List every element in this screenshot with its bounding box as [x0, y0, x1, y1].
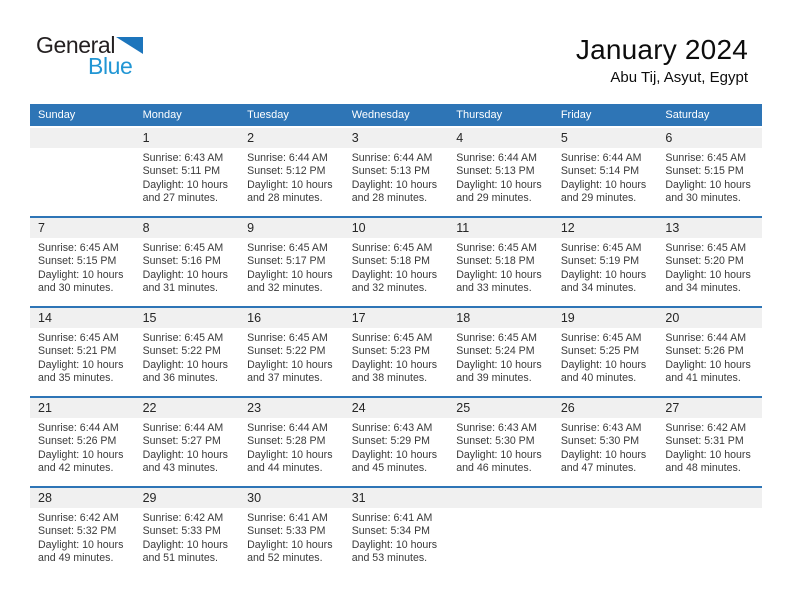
day-number-band — [239, 308, 344, 328]
day-number: 7 — [38, 221, 45, 235]
daylight-text-line2: and 32 minutes. — [247, 282, 323, 295]
day-number-band — [239, 488, 344, 508]
location-subtitle: Abu Tij, Asyut, Egypt — [610, 69, 748, 87]
day-number-band — [239, 128, 344, 148]
day-details — [344, 238, 449, 296]
daylight-text-line1: Daylight: 10 hours — [142, 268, 228, 281]
sunset-text: Sunset: 5:22 PM — [142, 345, 221, 358]
weekday-header-monday: Monday — [135, 104, 240, 127]
sunrise-text: Sunrise: 6:45 AM — [142, 332, 224, 344]
sunrise-text: Sunrise: 6:45 AM — [560, 332, 642, 344]
week-row — [30, 487, 762, 577]
empty-day-cell — [448, 487, 553, 577]
day-number-band — [553, 488, 658, 508]
daylight-text-line1: Daylight: 10 hours — [456, 178, 542, 191]
daylight-text-line1: Daylight: 10 hours — [665, 358, 751, 371]
daylight-text-line1: Daylight: 10 hours — [456, 268, 542, 281]
daylight-text-line1: Daylight: 10 hours — [560, 268, 647, 281]
daylight-text-line2: and 49 minutes. — [38, 552, 114, 565]
day-details — [30, 238, 135, 296]
sunset-text: Sunset: 5:30 PM — [456, 435, 535, 448]
sunset-text: Sunset: 5:23 PM — [351, 345, 431, 358]
day-cell — [553, 217, 658, 307]
sunset-text: Sunset: 5:26 PM — [665, 345, 744, 358]
daylight-text-line1: Daylight: 10 hours — [38, 358, 124, 371]
day-details — [239, 238, 344, 296]
day-number: 17 — [351, 311, 366, 325]
sunset-text: Sunset: 5:14 PM — [560, 165, 640, 178]
weekday-header-friday: Friday — [553, 104, 658, 127]
sunset-text: Sunset: 5:18 PM — [456, 255, 535, 268]
daylight-text-line1: Daylight: 10 hours — [142, 538, 228, 551]
day-number: 31 — [351, 491, 366, 505]
weekday-header-row — [30, 104, 762, 127]
day-details — [553, 148, 658, 206]
day-details — [657, 328, 762, 386]
day-details — [344, 148, 449, 206]
sunset-text: Sunset: 5:34 PM — [351, 525, 431, 538]
daylight-text-line2: and 51 minutes. — [142, 552, 218, 565]
day-cell — [344, 127, 449, 217]
daylight-text-line2: and 41 minutes. — [665, 372, 741, 385]
day-details — [30, 328, 135, 386]
sunrise-text: Sunrise: 6:44 AM — [247, 422, 328, 434]
day-details — [239, 418, 344, 476]
day-cell — [657, 397, 762, 487]
day-cell — [344, 487, 449, 577]
daylight-text-line1: Daylight: 10 hours — [351, 178, 438, 191]
day-number-band — [657, 488, 762, 508]
daylight-text-line2: and 37 minutes. — [247, 372, 323, 385]
day-details — [135, 328, 240, 386]
sunset-text: Sunset: 5:31 PM — [665, 435, 744, 448]
title-block — [576, 34, 748, 86]
daylight-text-line2: and 35 minutes. — [38, 372, 114, 385]
day-number-band — [135, 218, 240, 238]
daylight-text-line2: and 40 minutes. — [560, 372, 637, 385]
sunset-text: Sunset: 5:30 PM — [560, 435, 640, 448]
sunrise-text: Sunrise: 6:45 AM — [247, 242, 328, 254]
sunrise-text: Sunrise: 6:43 AM — [142, 152, 224, 164]
daylight-text-line2: and 36 minutes. — [142, 372, 218, 385]
day-cell — [135, 397, 240, 487]
day-number: 24 — [351, 401, 366, 415]
day-details — [448, 418, 553, 476]
day-number-band — [30, 308, 135, 328]
sunrise-text: Sunrise: 6:43 AM — [456, 422, 537, 434]
sunset-text: Sunset: 5:18 PM — [351, 255, 431, 268]
day-details — [657, 148, 762, 206]
sunset-text: Sunset: 5:12 PM — [247, 165, 326, 178]
daylight-text-line2: and 28 minutes. — [351, 192, 428, 205]
daylight-text-line1: Daylight: 10 hours — [351, 358, 438, 371]
sunset-text: Sunset: 5:16 PM — [142, 255, 221, 268]
sunrise-text: Sunrise: 6:44 AM — [560, 152, 642, 164]
day-number: 28 — [38, 491, 52, 505]
day-number-band — [657, 398, 762, 418]
day-details — [344, 508, 449, 566]
sunset-text: Sunset: 5:21 PM — [38, 345, 117, 358]
day-details — [239, 508, 344, 566]
logo-text-general: General — [36, 32, 116, 58]
daylight-text-line1: Daylight: 10 hours — [351, 538, 438, 551]
day-number-band — [553, 128, 658, 148]
week-row — [30, 217, 762, 307]
day-details — [30, 508, 135, 566]
sunset-text: Sunset: 5:33 PM — [247, 525, 326, 538]
daylight-text-line1: Daylight: 10 hours — [38, 268, 124, 281]
day-number-band — [448, 398, 553, 418]
sunrise-text: Sunrise: 6:45 AM — [456, 332, 537, 344]
day-cell — [344, 307, 449, 397]
empty-day-cell — [553, 487, 658, 577]
sunrise-text: Sunrise: 6:44 AM — [351, 152, 433, 164]
daylight-text-line1: Daylight: 10 hours — [247, 358, 333, 371]
sunrise-text: Sunrise: 6:44 AM — [456, 152, 537, 164]
logo-text-blue: Blue — [88, 53, 133, 79]
day-number-band — [657, 308, 762, 328]
sunrise-text: Sunrise: 6:43 AM — [560, 422, 642, 434]
day-number: 16 — [247, 311, 262, 325]
daylight-text-line2: and 30 minutes. — [38, 282, 114, 295]
day-number-band — [553, 398, 658, 418]
daylight-text-line1: Daylight: 10 hours — [38, 538, 124, 551]
top-bar — [0, 0, 792, 104]
week-row — [30, 127, 762, 217]
sunset-text: Sunset: 5:11 PM — [142, 165, 221, 178]
daylight-text-line1: Daylight: 10 hours — [456, 358, 542, 371]
week-row — [30, 397, 762, 487]
day-cell — [239, 127, 344, 217]
day-cell — [135, 307, 240, 397]
day-number: 27 — [665, 401, 680, 415]
day-number: 2 — [247, 131, 255, 145]
sunset-text: Sunset: 5:22 PM — [247, 345, 326, 358]
day-number: 3 — [351, 131, 359, 145]
daylight-text-line2: and 46 minutes. — [456, 462, 532, 475]
sunrise-text: Sunrise: 6:44 AM — [247, 152, 328, 164]
sunset-text: Sunset: 5:19 PM — [560, 255, 640, 268]
daylight-text-line2: and 53 minutes. — [351, 552, 428, 565]
day-number: 21 — [38, 401, 52, 415]
day-number-band — [30, 128, 135, 148]
daylight-text-line2: and 33 minutes. — [456, 282, 532, 295]
daylight-text-line1: Daylight: 10 hours — [456, 448, 542, 461]
day-cell — [30, 307, 135, 397]
day-cell — [30, 487, 135, 577]
sunset-text: Sunset: 5:33 PM — [142, 525, 221, 538]
sunrise-text: Sunrise: 6:45 AM — [38, 242, 119, 254]
weekday-header-wednesday: Wednesday — [344, 104, 449, 127]
day-details — [239, 328, 344, 386]
sunrise-text: Sunrise: 6:45 AM — [665, 152, 747, 164]
day-cell — [657, 127, 762, 217]
weekday-header-sunday: Sunday — [30, 104, 135, 127]
day-details — [448, 238, 553, 296]
day-number-band — [344, 308, 449, 328]
sunset-text: Sunset: 5:29 PM — [351, 435, 431, 448]
daylight-text-line1: Daylight: 10 hours — [665, 268, 751, 281]
day-number: 22 — [142, 401, 157, 415]
daylight-text-line2: and 44 minutes. — [247, 462, 323, 475]
day-cell — [30, 397, 135, 487]
week-row — [30, 307, 762, 397]
daylight-text-line1: Daylight: 10 hours — [560, 448, 647, 461]
day-number: 15 — [142, 311, 157, 325]
daylight-text-line1: Daylight: 10 hours — [351, 268, 438, 281]
day-details — [553, 418, 658, 476]
sunrise-text: Sunrise: 6:42 AM — [142, 512, 224, 524]
day-number: 9 — [247, 221, 255, 235]
daylight-text-line1: Daylight: 10 hours — [247, 448, 333, 461]
daylight-text-line1: Daylight: 10 hours — [560, 178, 647, 191]
weekday-header-thursday: Thursday — [448, 104, 553, 127]
daylight-text-line1: Daylight: 10 hours — [665, 448, 751, 461]
day-number: 5 — [560, 131, 568, 145]
day-number: 25 — [456, 401, 471, 415]
day-details — [448, 148, 553, 206]
weekday-header-tuesday: Tuesday — [239, 104, 344, 127]
sunset-text: Sunset: 5:17 PM — [247, 255, 326, 268]
sunset-text: Sunset: 5:20 PM — [665, 255, 744, 268]
day-cell — [553, 397, 658, 487]
day-number-band — [135, 398, 240, 418]
day-number-band — [239, 398, 344, 418]
day-details — [135, 508, 240, 566]
sunset-text: Sunset: 5:13 PM — [351, 165, 431, 178]
daylight-text-line1: Daylight: 10 hours — [560, 358, 647, 371]
sunrise-text: Sunrise: 6:41 AM — [247, 512, 328, 524]
day-cell — [657, 217, 762, 307]
daylight-text-line2: and 32 minutes. — [351, 282, 428, 295]
sunset-text: Sunset: 5:24 PM — [456, 345, 535, 358]
daylight-text-line2: and 38 minutes. — [351, 372, 428, 385]
day-number: 6 — [665, 131, 673, 145]
daylight-text-line1: Daylight: 10 hours — [665, 178, 751, 191]
day-details — [553, 328, 658, 386]
day-number: 23 — [247, 401, 262, 415]
day-number-band — [657, 128, 762, 148]
sunrise-text: Sunrise: 6:45 AM — [456, 242, 537, 254]
day-number: 13 — [665, 221, 680, 235]
day-number-band — [135, 128, 240, 148]
empty-day-cell — [30, 127, 135, 217]
daylight-text-line2: and 27 minutes. — [142, 192, 218, 205]
sunrise-text: Sunrise: 6:45 AM — [665, 242, 747, 254]
day-details — [553, 238, 658, 296]
daylight-text-line1: Daylight: 10 hours — [142, 358, 228, 371]
day-details — [135, 418, 240, 476]
sunset-text: Sunset: 5:15 PM — [38, 255, 117, 268]
day-number: 4 — [456, 131, 464, 145]
daylight-text-line2: and 28 minutes. — [247, 192, 323, 205]
day-cell — [239, 217, 344, 307]
sunrise-text: Sunrise: 6:41 AM — [351, 512, 433, 524]
day-details — [344, 328, 449, 386]
daylight-text-line1: Daylight: 10 hours — [142, 178, 228, 191]
day-cell — [344, 397, 449, 487]
day-number-band — [448, 218, 553, 238]
day-details — [239, 148, 344, 206]
day-number: 8 — [142, 221, 150, 235]
sunrise-text: Sunrise: 6:44 AM — [142, 422, 224, 434]
day-number-band — [448, 128, 553, 148]
day-number-band — [344, 218, 449, 238]
general-blue-logo — [36, 34, 143, 78]
sunset-text: Sunset: 5:13 PM — [456, 165, 535, 178]
sunrise-text: Sunrise: 6:42 AM — [665, 422, 747, 434]
day-cell — [239, 487, 344, 577]
day-number: 1 — [142, 131, 150, 145]
day-number-band — [448, 308, 553, 328]
day-number-band — [239, 218, 344, 238]
sunset-text: Sunset: 5:32 PM — [38, 525, 117, 538]
day-cell — [135, 127, 240, 217]
daylight-text-line1: Daylight: 10 hours — [142, 448, 228, 461]
page-title: January 2024 — [575, 34, 748, 65]
day-number: 20 — [665, 311, 680, 325]
daylight-text-line2: and 39 minutes. — [456, 372, 532, 385]
daylight-text-line2: and 34 minutes. — [560, 282, 637, 295]
day-details — [448, 328, 553, 386]
day-number: 29 — [142, 491, 157, 505]
day-cell — [553, 307, 658, 397]
sunrise-text: Sunrise: 6:45 AM — [38, 332, 119, 344]
day-details — [657, 418, 762, 476]
day-number-band — [657, 218, 762, 238]
day-cell — [448, 217, 553, 307]
day-number-band — [30, 398, 135, 418]
sunset-text: Sunset: 5:25 PM — [560, 345, 640, 358]
day-details — [344, 418, 449, 476]
daylight-text-line2: and 47 minutes. — [560, 462, 637, 475]
sunrise-text: Sunrise: 6:44 AM — [38, 422, 119, 434]
daylight-text-line1: Daylight: 10 hours — [247, 268, 333, 281]
day-number-band — [448, 488, 553, 508]
day-details — [30, 418, 135, 476]
daylight-text-line2: and 42 minutes. — [38, 462, 114, 475]
sunrise-text: Sunrise: 6:44 AM — [665, 332, 747, 344]
weekday-header-saturday: Saturday — [657, 104, 762, 127]
day-details — [657, 238, 762, 296]
daylight-text-line2: and 29 minutes. — [456, 192, 532, 205]
daylight-text-line2: and 45 minutes. — [351, 462, 428, 475]
logo-triangle-icon — [116, 37, 143, 54]
day-number: 11 — [456, 221, 470, 235]
calendar-table — [30, 104, 762, 577]
sunset-text: Sunset: 5:26 PM — [38, 435, 117, 448]
day-number-band — [553, 308, 658, 328]
day-cell — [30, 217, 135, 307]
day-cell — [448, 397, 553, 487]
daylight-text-line2: and 30 minutes. — [665, 192, 741, 205]
day-cell — [553, 127, 658, 217]
sunrise-text: Sunrise: 6:43 AM — [351, 422, 433, 434]
daylight-text-line1: Daylight: 10 hours — [247, 178, 333, 191]
sunrise-text: Sunrise: 6:45 AM — [560, 242, 642, 254]
day-number-band — [344, 128, 449, 148]
sunset-text: Sunset: 5:28 PM — [247, 435, 326, 448]
daylight-text-line1: Daylight: 10 hours — [247, 538, 333, 551]
day-details — [135, 148, 240, 206]
day-number-band — [30, 488, 135, 508]
day-cell — [448, 307, 553, 397]
daylight-text-line2: and 31 minutes. — [142, 282, 218, 295]
day-number: 19 — [560, 311, 575, 325]
day-cell — [657, 307, 762, 397]
day-number-band — [344, 488, 449, 508]
day-details — [135, 238, 240, 296]
daylight-text-line1: Daylight: 10 hours — [38, 448, 124, 461]
sunrise-text: Sunrise: 6:45 AM — [142, 242, 224, 254]
daylight-text-line2: and 48 minutes. — [665, 462, 741, 475]
sunset-text: Sunset: 5:15 PM — [665, 165, 744, 178]
day-cell — [239, 397, 344, 487]
day-cell — [135, 217, 240, 307]
day-number: 30 — [247, 491, 262, 505]
calendar-body — [30, 127, 762, 577]
day-number-band — [553, 218, 658, 238]
day-number: 10 — [351, 221, 366, 235]
daylight-text-line2: and 52 minutes. — [247, 552, 323, 565]
daylight-text-line2: and 29 minutes. — [560, 192, 637, 205]
sunrise-text: Sunrise: 6:45 AM — [351, 332, 433, 344]
empty-day-cell — [657, 487, 762, 577]
daylight-text-line2: and 34 minutes. — [665, 282, 741, 295]
day-cell — [448, 127, 553, 217]
day-number: 18 — [456, 311, 471, 325]
day-number: 26 — [560, 401, 575, 415]
day-number-band — [344, 398, 449, 418]
sunset-text: Sunset: 5:27 PM — [142, 435, 221, 448]
day-cell — [344, 217, 449, 307]
day-number-band — [135, 488, 240, 508]
daylight-text-line2: and 43 minutes. — [142, 462, 218, 475]
day-cell — [239, 307, 344, 397]
day-number: 12 — [560, 221, 575, 235]
day-number: 14 — [38, 311, 52, 325]
daylight-text-line1: Daylight: 10 hours — [351, 448, 438, 461]
day-number-band — [135, 308, 240, 328]
day-number-band — [30, 218, 135, 238]
day-cell — [135, 487, 240, 577]
sunrise-text: Sunrise: 6:45 AM — [351, 242, 433, 254]
sunrise-text: Sunrise: 6:42 AM — [38, 512, 119, 524]
sunrise-text: Sunrise: 6:45 AM — [247, 332, 328, 344]
